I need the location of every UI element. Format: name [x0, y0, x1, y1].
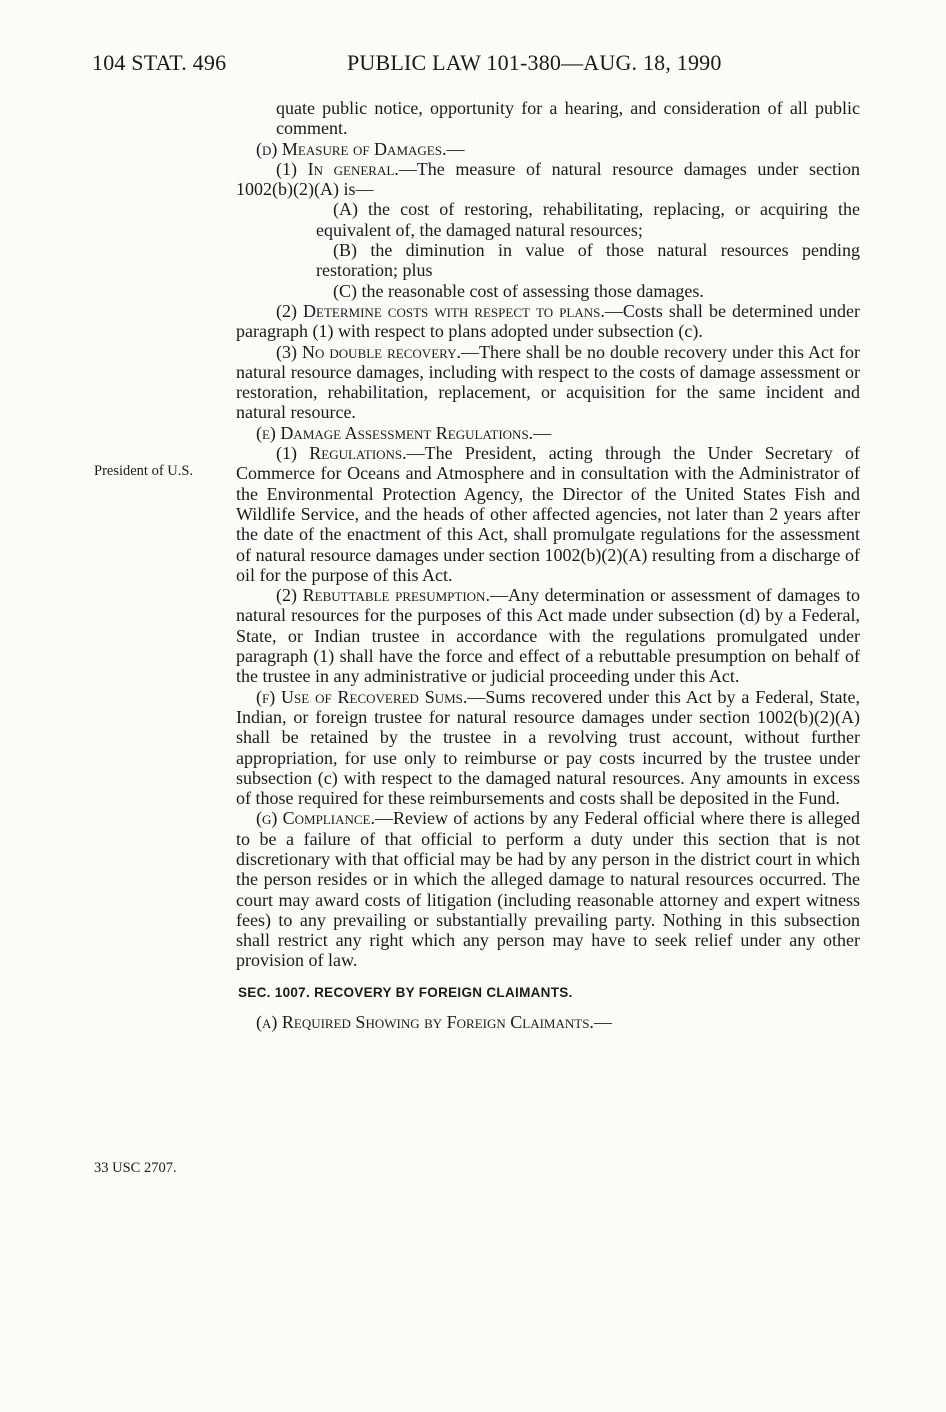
paragraph-heading: (1) Regulations.	[276, 443, 407, 464]
stat-page-number: 104 STAT. 496	[92, 50, 227, 75]
paragraph-heading: (2) Determine costs with respect to plans.	[276, 300, 605, 321]
running-header	[92, 50, 852, 80]
paragraph-heading: (3) No double recovery.	[276, 341, 461, 362]
subsection-1007-a-heading: (a) Required Showing by Foreign Claimants.—	[256, 1012, 612, 1033]
paragraph-d3: (3) No double recovery.—There shall be no double recovery under this Act for natural resource damages, including with respect to the costs of damage assessment or restoration, rehabilitation, replacement, or acquisition for the same incident and natural resource.	[236, 341, 860, 423]
subsection-g: (g) Compliance.—Review of actions by any Federal official where there is alleged to be a failure of that official to perform a duty under this section that is not discretionary with that official may be had by any person in the district court in which the person resides or in which the alleged damage to natural resources occurred. The court may award costs of litigation (including reasonable attorney and expert witness fees) to any prevailing or substantially prevailing party. Nothing in this subsection shall restrict any right which any person may have to seek relief under any other provision of law.	[236, 808, 861, 971]
subsection-heading: (f) Use of Recovered Sums.	[256, 686, 468, 707]
subparagraph-d1-c: (C) the reasonable cost of assessing those damages.	[333, 280, 704, 301]
paragraph-heading: (2) Rebuttable presumption.	[276, 585, 490, 606]
margin-note-president: President of U.S.	[94, 463, 194, 479]
document-body	[236, 98, 860, 1032]
subparagraph-d1-a: (A) the cost of restoring, rehabilitating, replacing, or acquiring the equivalent of, the damaged natural resources;	[316, 199, 860, 240]
paragraph-e1: (1) Regulations.—The President, acting through the Under Secretary of Commerce for Oceans and Atmosphere and in consultation with the Administrator of the Environmental Protection Agency, the Director of the United States Fish and Wildlife Service, and the heads of other affected agencies, not later than 2 years after the date of the enactment of this Act, shall promulgate regulations for the assessment of natural resource damages under section 1002(b)(2)(A) resulting from a discharge of oil for the purpose of this Act.	[236, 443, 860, 585]
paragraph-d2: (2) Determine costs with respect to plans.—Costs shall be determined under paragraph (1) with respect to plans adopted under subsection (c).	[236, 300, 861, 342]
subsection-heading: (g) Compliance.	[256, 808, 375, 829]
subsection-f: (f) Use of Recovered Sums.—Sums recovered under this Act by a Federal, State, Indian, or foreign trustee for natural resource damages under section 1002(b)(2)(A) shall be retained by the trustee in a revolving trust account, without further appropriation, for use only to reimburse or pay costs incurred by the trustee under subsection (c) with respect to the damaged natural resources. Any amounts in excess of those required for these reimbursements and costs shall be deposited in the Fund.	[236, 686, 861, 809]
subsection-d-heading: (d) Measure of Damages.—	[256, 138, 465, 159]
paragraph-heading: (1) In general.	[276, 158, 399, 179]
paragraph-e2: (2) Rebuttable presumption.—Any determination or assessment of damages to natural resources for the purposes of this Act made under subsection (d) by a Federal, State, or Indian trustee in accordance with the regulations promulgated under paragraph (1) shall have the force and effect of a rebuttable presumption on behalf of the trustee in any administrative or judicial proceeding under this Act.	[236, 585, 860, 687]
continuation-paragraph: quate public notice, opportunity for a hearing, and consideration of all public comment.	[276, 98, 860, 139]
paragraph-d1: (1) In general.—The measure of natural resource damages under section 1002(b)(2)(A) is—	[236, 158, 861, 200]
subparagraph-d1-b: (B) the diminution in value of those natural resources pending restoration; plus	[316, 240, 860, 281]
margin-note-usc: 33 USC 2707.	[94, 1160, 177, 1176]
section-1007-heading: SEC. 1007. RECOVERY BY FOREIGN CLAIMANTS.	[238, 984, 573, 1000]
subsection-e-heading: (e) Damage Assessment Regulations.—	[256, 422, 552, 443]
law-title: PUBLIC LAW 101-380—AUG. 18, 1990	[347, 50, 722, 75]
